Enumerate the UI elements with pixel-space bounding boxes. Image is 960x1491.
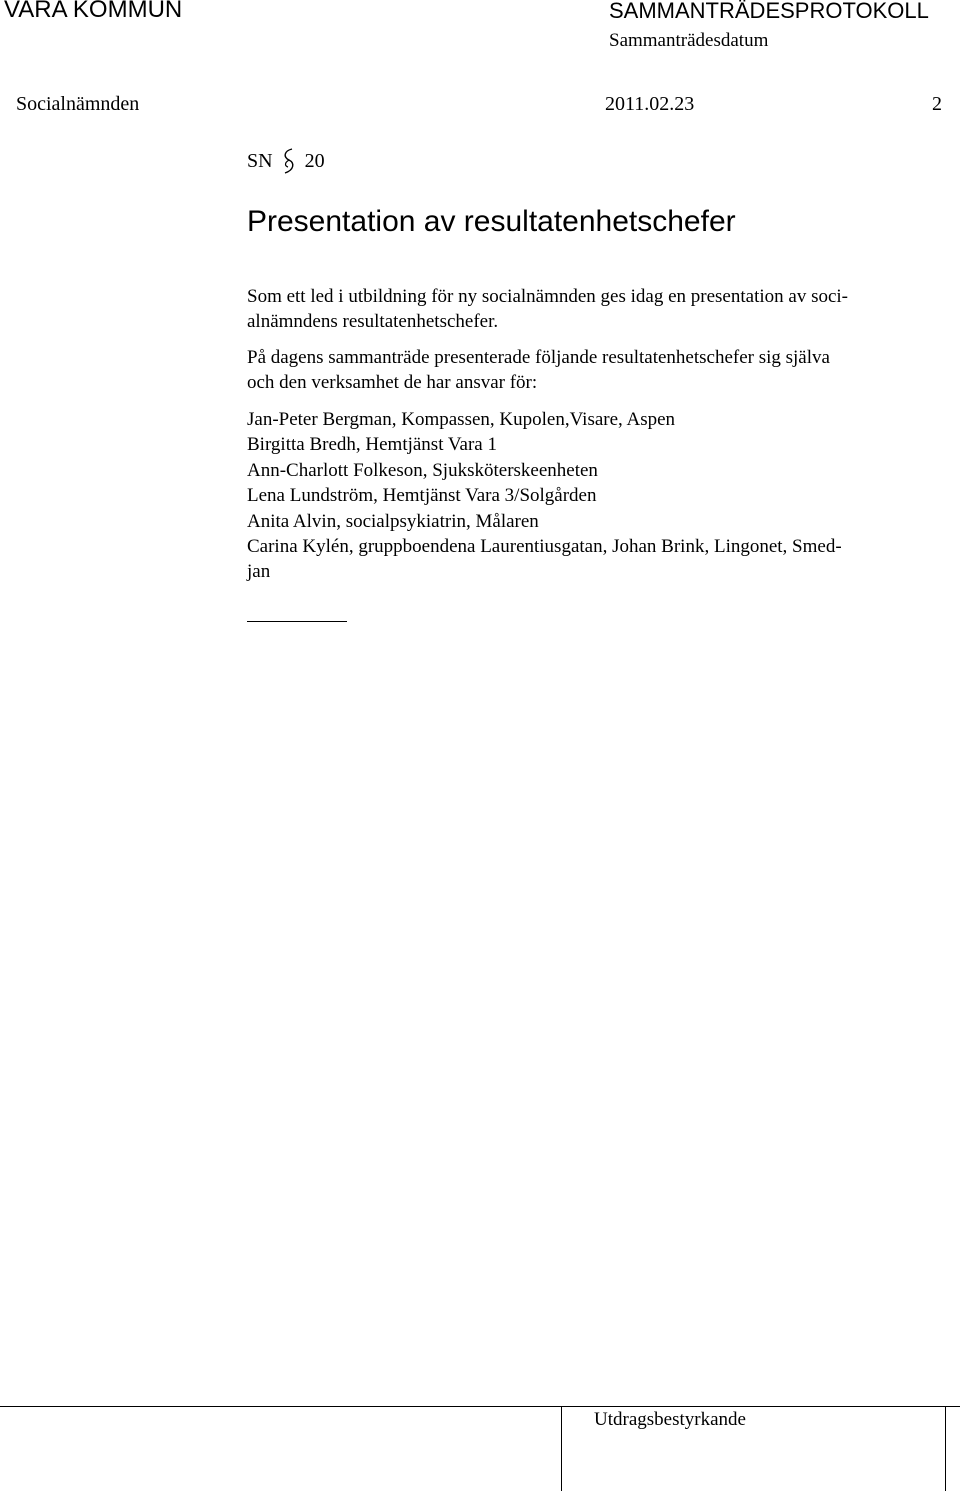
intro-line: alnämndens resultatenhetschefer. <box>247 311 499 333</box>
document-type: SAMMANTRÄDESPROTOKOLL <box>609 0 929 23</box>
intro-line: Som ett led i utbildning för ny socialnämnden ges idag en presentation av soci- <box>247 286 849 307</box>
intro-paragraph <box>247 284 848 335</box>
staff-list-item: Lena Lundström, Hemtjänst Vara 3/Solgården <box>247 485 597 507</box>
staff-list-item: Ann-Charlott Folkeson, Sjuksköterskeenheten <box>247 459 598 481</box>
details-paragraph <box>247 345 830 396</box>
section-prefix: SN <box>247 149 273 172</box>
section-sign-icon <box>277 146 301 176</box>
staff-list-item: Anita Alvin, socialpsykiatrin, Målaren <box>247 510 539 532</box>
section-end-rule <box>247 621 347 622</box>
staff-list-item: jan <box>247 561 271 583</box>
certification-label: Utdragsbestyrkande <box>594 1409 746 1430</box>
organization-name: VARA KOMMUN <box>4 0 183 23</box>
staff-list <box>247 407 842 585</box>
staff-list-item: Jan-Peter Bergman, Kompassen, Kupolen,Visare, Aspen <box>247 409 676 430</box>
details-line: och den verksamhet de har ansvar för: <box>247 372 538 394</box>
section-reference <box>247 146 325 176</box>
section-title: Presentation av resultatenhetschefer <box>247 205 736 238</box>
footer-divider <box>561 1406 562 1491</box>
meeting-date-label: Sammanträdesdatum <box>609 30 769 51</box>
section-number: 20 <box>304 149 325 172</box>
staff-list-item: Carina Kylén, gruppboendena Laurentiusgatan, Johan Brink, Lingonet, Smed- <box>247 536 842 558</box>
staff-list-item: Birgitta Bredh, Hemtjänst Vara 1 <box>247 434 497 456</box>
footer-rule <box>0 1406 960 1407</box>
footer-divider <box>945 1406 946 1491</box>
details-line: På dagens sammanträde presenterade följande resultatenhetschefer sig själva <box>247 347 830 368</box>
committee-name: Socialnämnden <box>16 93 140 115</box>
meeting-date: 2011.02.23 <box>605 93 695 115</box>
page-number: 2 <box>932 93 942 115</box>
